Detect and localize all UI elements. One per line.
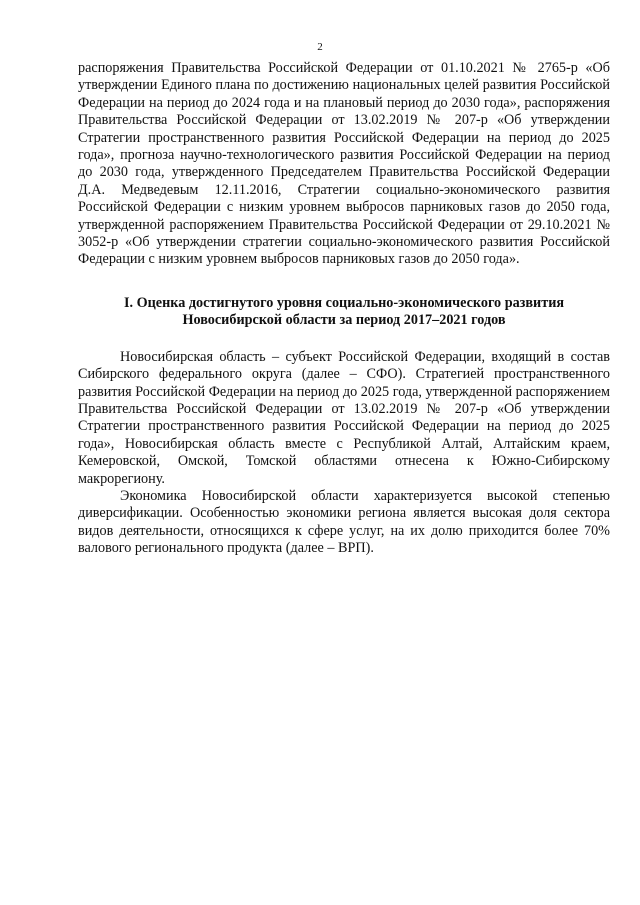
paragraph-economy: Экономика Новосибирской области характеризуется высокой степенью диверсификации. Особенностью экономики региона является высокая доля сектора видов деятельности, относящихся к сфере услуг, на их долю приходится более 70% валового регионального продукта (далее – ВРП). xyxy=(78,487,610,557)
section-heading-line-2: Новосибирской области за период 2017–2021 годов xyxy=(182,312,506,329)
page-content xyxy=(78,60,610,558)
section-heading xyxy=(78,295,610,330)
intro-paragraph: распоряжения Правительства Российской Федерации от 01.10.2021 № 2765-р «Об утверждении Единого плана по достижению национальных целей развития Российской Федерации на период до 2024 года и на плановый период до 2030 года», распоряжения Правительства Российской Федерации от 13.02.2019 № 207-р «Об утверждении Стратегии пространственного развития Российской Федерации на период до 2025 года», прогноза научно-технологического развития Российской Федерации на период до 2030 года, утвержденного Председателем Правительства Российской Федерации Д.А. Медведевым 12.11.2016, Стратегии социально-экономического развития Российской Федерации с низким уровнем выбросов парниковых газов до 2050 года, утвержденной распоряжением Правительства Российской Федерации от 29.10.2021 № 3052-р «Об утверждении стратегии социально-экономического развития Российской Федерации с низким уровнем выбросов парниковых газов до 2050 года». xyxy=(78,60,610,268)
page-number: 2 xyxy=(317,41,323,53)
section-heading-line-1: I. Оценка достигнутого уровня социально-экономического развития xyxy=(123,294,565,311)
paragraph-region-overview: Новосибирская область – субъект Российской Федерации, входящий в состав Сибирского федерального округа (далее – СФО). Стратегией пространственного развития Российской Федерации на период до 2025 года, утвержденной распоряжением Правительства Российской Федерации от 13.02.2019 № 207-р «Об утверждении Стратегии пространственного развития Российской Федерации на период до 2025 года», Новосибирская область вместе с Республикой Алтай, Алтайским краем, Кемеровской, Омской, Томской областями отнесена к Южно-Сибирскому макрорегиону. xyxy=(78,348,610,487)
